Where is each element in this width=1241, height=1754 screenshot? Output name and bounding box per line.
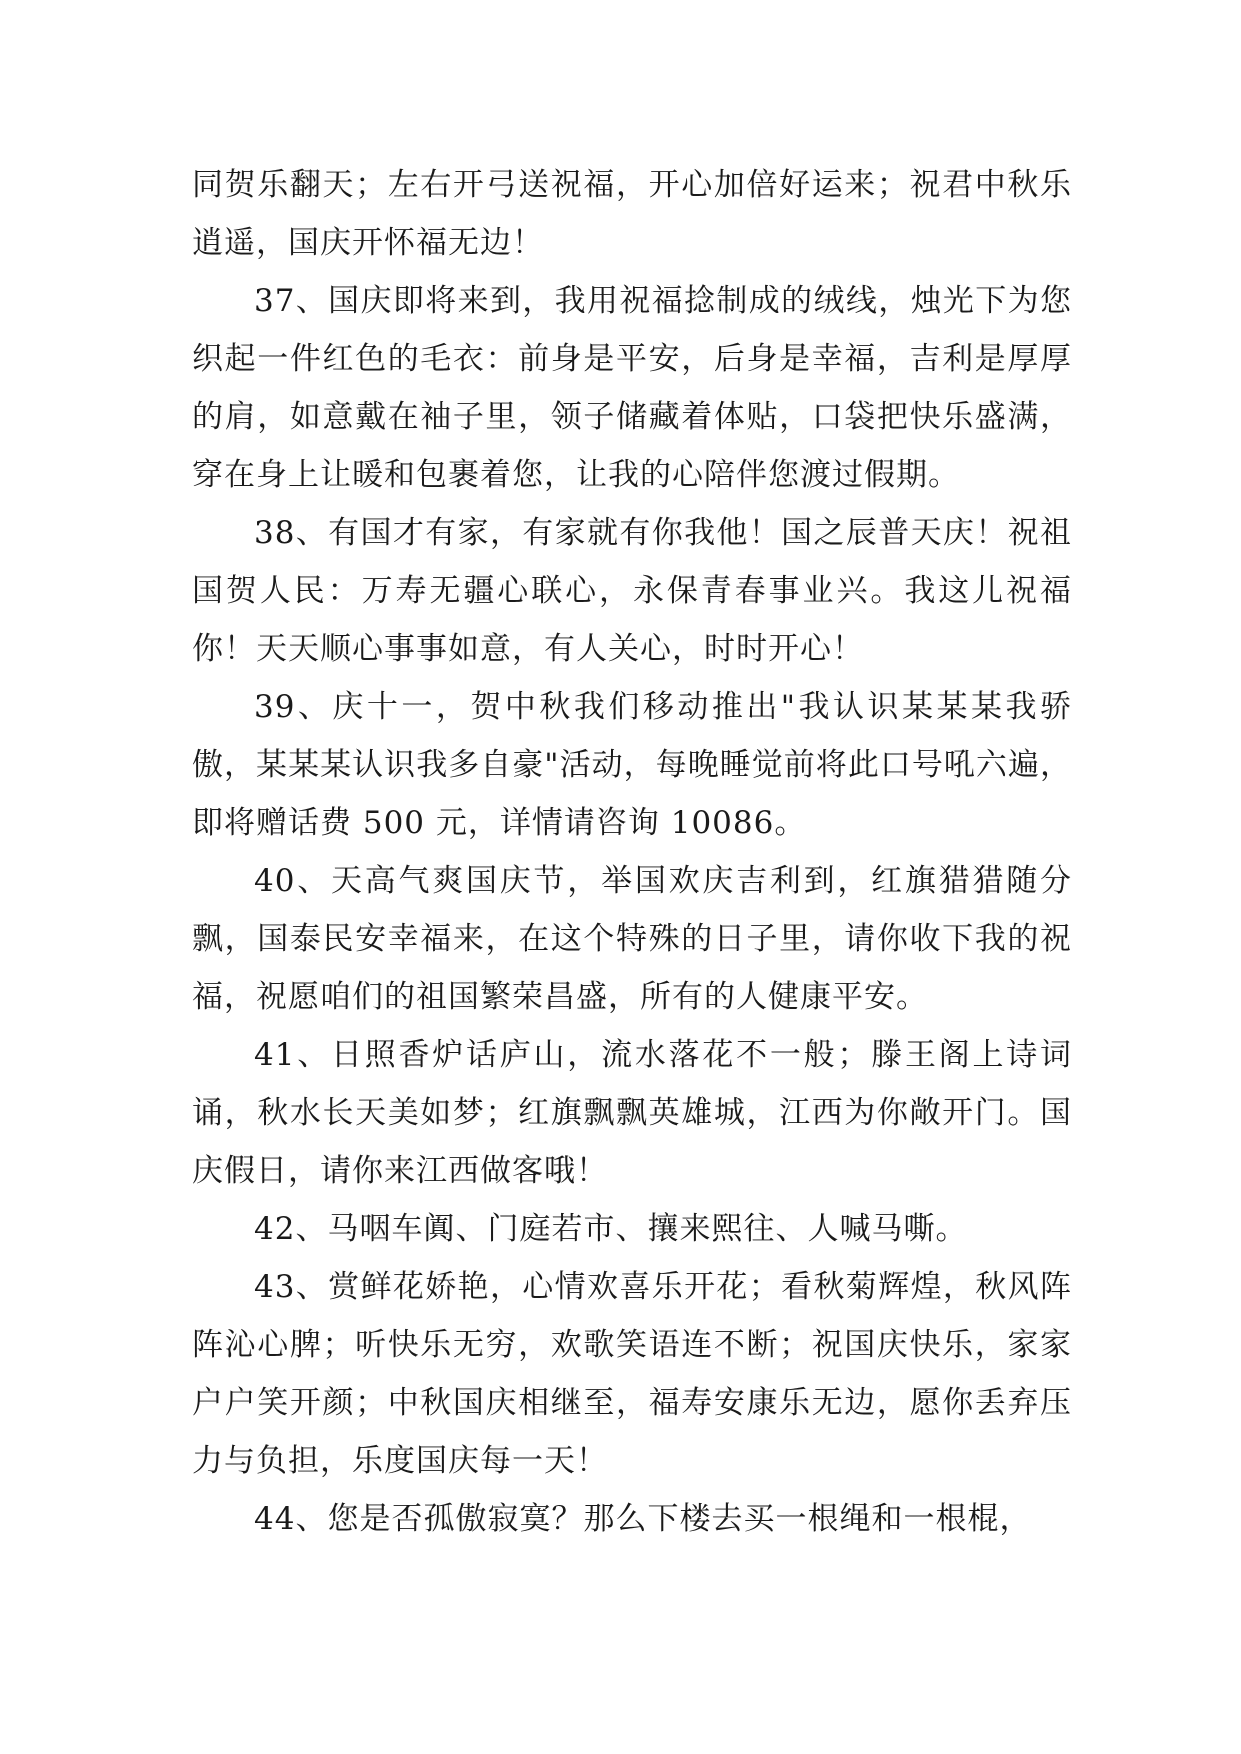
paragraph-42: 42、马咽车阗、门庭若市、攘来熙往、人喊马嘶。	[254, 1211, 968, 1247]
paragraph-41: 41、日照香炉话庐山，流水落花不一般；滕王阁上诗词诵，秋水长天美如梦；红旗飘飘英雄城，江西为你敞开门。国庆假日，请你来江西做客哦！	[192, 1037, 1072, 1189]
paragraph-37: 37、国庆即将来到，我用祝福捻制成的绒线，烛光下为您织起一件红色的毛衣：前身是平安，后身是幸福，吉利是厚厚的肩，如意戴在袖子里，领子储藏着体贴，口袋把快乐盛满，穿在身上让暖和包裹着您，让我的心陪伴您渡过假期。	[192, 283, 1072, 493]
paragraph-44: 44、您是否孤傲寂寞？那么下楼去买一根绳和一根棍，	[254, 1501, 1032, 1537]
paragraph-39: 39、庆十一，贺中秋我们移动推出"我认识某某某我骄傲，某某某认识我多自豪"活动，每晚睡觉前将此口号吼六遍，即将赠话费 500 元，详情请咨询 10086。	[192, 689, 1072, 841]
paragraph-43: 43、赏鲜花娇艳，心情欢喜乐开花；看秋菊辉煌，秋风阵阵沁心脾；听快乐无穷，欢歌笑语连不断；祝国庆快乐，家家户户笑开颜；中秋国庆相继至，福寿安康乐无边，愿你丢弃压力与负担，乐度国庆每一天！	[192, 1269, 1072, 1479]
paragraph-38: 38、有国才有家，有家就有你我他！国之辰普天庆！祝祖国贺人民：万寿无疆心联心，永保青春事业兴。我这儿祝福你！天天顺心事事如意，有人关心，时时开心！	[192, 515, 1072, 667]
paragraph-continuation: 同贺乐翻天；左右开弓送祝福，开心加倍好运来；祝君中秋乐逍遥，国庆开怀福无边！	[192, 167, 1072, 261]
document-page	[192, 156, 1072, 1548]
paragraph-40: 40、天高气爽国庆节，举国欢庆吉利到，红旗猎猎随分飘，国泰民安幸福来，在这个特殊的日子里，请你收下我的祝福，祝愿咱们的祖国繁荣昌盛，所有的人健康平安。	[192, 863, 1072, 1015]
